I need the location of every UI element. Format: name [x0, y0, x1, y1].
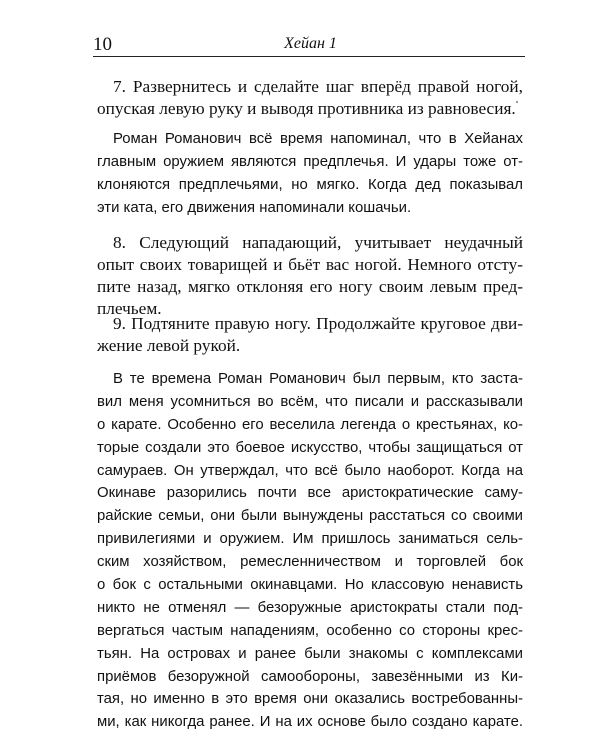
text-line: о бок с остальными окинавцами. Но классовую ненависть — [97, 577, 523, 594]
text-line: 8. Следующий нападающий, учитывает неудачный — [113, 233, 523, 252]
text-line: клоняются предплечьями, но мягко. Когда дед показывал — [97, 176, 523, 193]
instruction-step-7 — [97, 76, 523, 120]
text-line: 7. Развернитесь и сделайте шаг вперёд правой ногой, — [113, 77, 523, 96]
text-line: главным оружием являются предплечья. И удары тоже от- — [97, 153, 523, 170]
text-line: самураев. Он утверждал, что всё было наоборот. Когда на — [97, 462, 523, 479]
header-rule — [93, 56, 525, 57]
text-line: о карате. Особенно его веселила легенда о крестьянах, ко- — [97, 416, 523, 433]
page-number: 10 — [93, 34, 112, 55]
text-line: 9. Подтяните правую ногу. Продолжайте круговое дви- — [113, 314, 523, 333]
instruction-step-8 — [97, 232, 523, 320]
text-line: вил меня усомниться во всём, что писали и рассказывали — [97, 393, 523, 410]
commentary-paragraph-1 — [97, 128, 523, 220]
text-line: ским хозяйством, ремесленничеством и торговлей бок — [97, 554, 523, 571]
text-line: никто не отменял — безоружные аристократы стали под- — [97, 599, 523, 616]
text-line: вергаться частым нападениям, особенно со стороны крес- — [97, 622, 523, 639]
text-line: приёмов безоружной самообороны, завезёнными из Ки- — [97, 668, 523, 685]
text-line: Роман Романович всё время напоминал, что в Хейанах — [113, 131, 523, 147]
text-line: В те времена Роман Романович был первым, кто застa- — [113, 371, 523, 387]
text-line: опуская левую руку и выводя противника из равновесия. — [97, 99, 516, 118]
text-line: плечьем. — [97, 299, 162, 318]
instruction-step-9 — [97, 313, 523, 357]
commentary-paragraph-2 — [97, 368, 523, 734]
text-line: торые создали это боевое искусство, чтобы защищаться от — [97, 439, 523, 456]
running-title: Хейан 1 — [284, 35, 337, 52]
page-header — [93, 34, 528, 56]
text-line: ми, как никогда ранее. И на их основе было создано карате. — [97, 714, 523, 731]
text-line: эти ката, его движения напоминали кошачьи. — [97, 199, 412, 216]
text-line: Окинаве разорились почти все аристократические саму- — [97, 485, 523, 502]
text-line: тьян. На островах и ранее были знакомы с комплексами — [97, 645, 523, 662]
text-line: опыт своих товарищей и бьёт вас ногой. Немного отсту- — [97, 255, 523, 274]
text-line: тая, но именно в это время они оказались востребованны- — [97, 691, 523, 708]
print-speck — [516, 101, 518, 103]
text-line: привилегиями и оружием. Им пришлось заниматься сель- — [97, 531, 523, 548]
text-line: пите назад, мягко отклоняя его ногу своим левым пред- — [97, 277, 523, 296]
text-line: жение левой рукой. — [97, 336, 241, 355]
text-line: райские семьи, они были вынуждены расстаться со своими — [97, 508, 523, 525]
